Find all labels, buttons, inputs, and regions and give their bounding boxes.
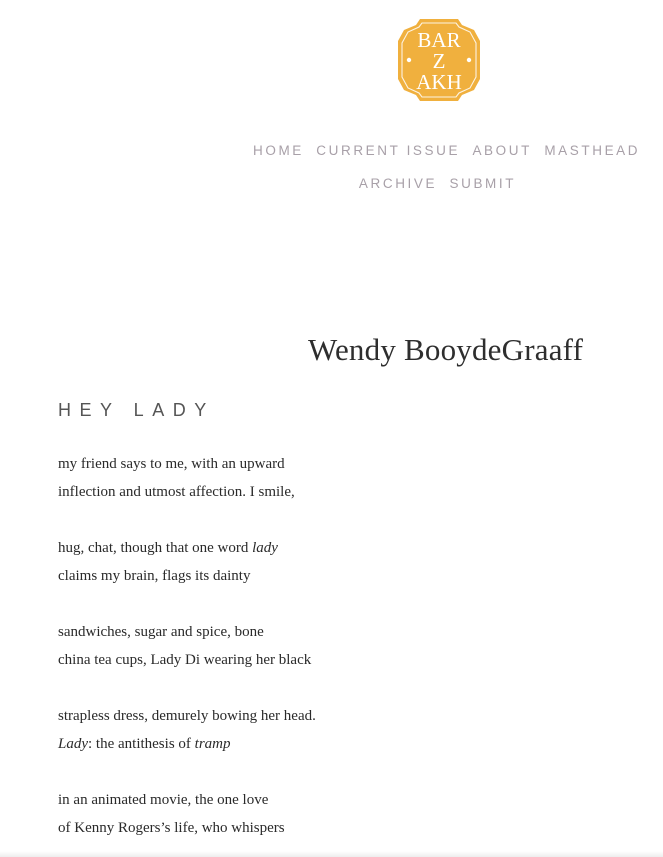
poem-line: in an animated movie, the one love xyxy=(58,792,269,808)
poem-line: china tea cups, Lady Di wearing her black xyxy=(58,652,312,668)
poem-line: claims my brain, flags its dainty xyxy=(58,568,251,584)
poem-line-emphasis: Lady xyxy=(58,736,88,752)
poem-title: HEY LADY xyxy=(58,400,215,420)
main-nav-row-2 xyxy=(250,176,625,191)
logo-text-z: Z xyxy=(432,49,446,73)
poem-line-text: : the antithesis of xyxy=(88,736,195,752)
stanza-3 xyxy=(58,618,618,674)
poem-line xyxy=(58,730,618,758)
nav-about[interactable]: ABOUT xyxy=(472,143,532,158)
poem-line: strapless dress, demurely bowing her head. xyxy=(58,708,316,724)
poem-line: my friend says to me, with an upward xyxy=(58,456,285,472)
nav-archive[interactable]: ARCHIVE xyxy=(358,176,438,191)
stanza-1 xyxy=(58,450,618,506)
logo-text-akh: AKH xyxy=(416,70,462,94)
nav-submit[interactable]: SUBMIT xyxy=(449,176,517,191)
poem-line-emphasis: tramp xyxy=(194,736,231,752)
logo-dot-left xyxy=(407,58,411,62)
poem-line xyxy=(58,534,618,562)
logo-dot-right xyxy=(467,58,471,62)
poem-line-text: hug, chat, though that one word xyxy=(58,540,253,556)
main-nav-row-1 xyxy=(250,143,641,158)
poem-line: inflection and utmost affection. I smile, xyxy=(58,484,295,500)
bottom-edge-shadow xyxy=(0,851,663,857)
poem-body xyxy=(58,450,618,857)
stanza-4 xyxy=(58,702,618,758)
nav-masthead[interactable]: MASTHEAD xyxy=(544,143,641,158)
barzakh-logo[interactable] xyxy=(395,16,483,104)
poem-line-emphasis: lady xyxy=(252,540,278,556)
stanza-5 xyxy=(58,786,618,842)
stanza-2 xyxy=(58,534,618,590)
nav-home[interactable]: HOME xyxy=(253,143,304,158)
logo-text-bar: BAR xyxy=(417,28,461,52)
poem-line: sandwiches, sugar and spice, bone xyxy=(58,624,264,640)
logo-emblem xyxy=(395,16,483,104)
author-name: Wendy BooydeGraaff xyxy=(308,332,584,367)
poem-line: of Kenny Rogers’s life, who whispers xyxy=(58,820,285,836)
nav-current-issue[interactable]: CURRENT ISSUE xyxy=(316,143,461,158)
